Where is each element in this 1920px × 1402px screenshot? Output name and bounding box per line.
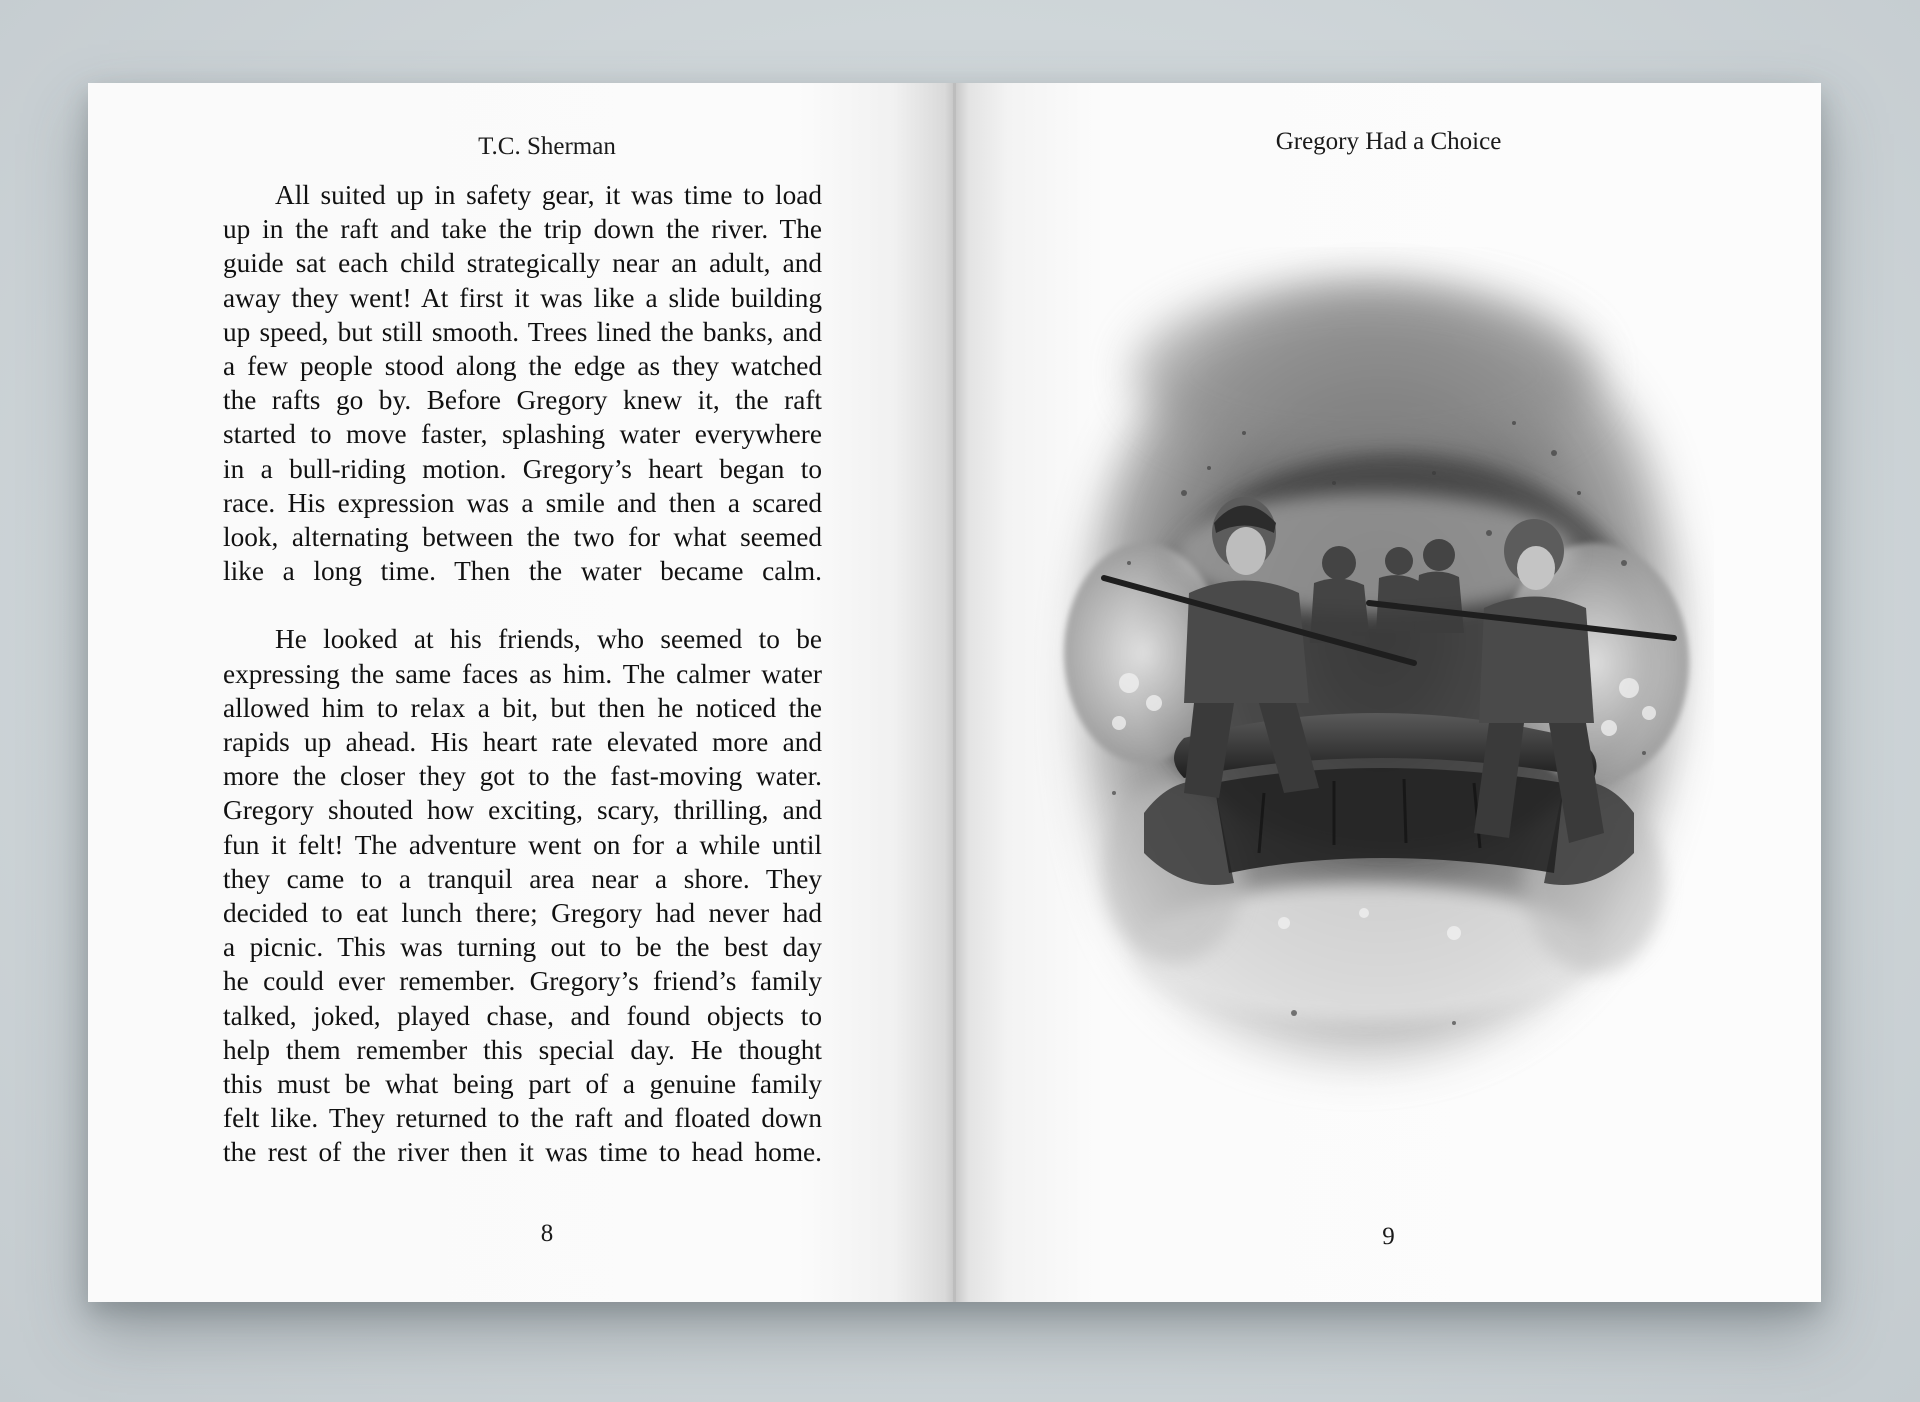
text-line: the rafts go by. Before Gregory knew it, the raft xyxy=(223,385,822,416)
text-line: help them remember this special day. He thought xyxy=(223,1034,822,1065)
text-line: felt like. They returned to the raft and floated down xyxy=(223,1103,822,1134)
background-rafters xyxy=(1310,539,1464,643)
text-line: Gregory shouted how exciting, scary, thrilling, and xyxy=(223,795,822,826)
text-line: talked, joked, played chase, and found objects to xyxy=(223,1000,822,1031)
text-line: up in the raft and take the trip down the river. The xyxy=(223,214,822,245)
text-line: like a long time. Then the water became calm. xyxy=(223,556,822,587)
running-head-author: T.C. Sherman xyxy=(478,133,616,160)
text-line: allowed him to relax a bit, but then he noticed the xyxy=(223,692,822,723)
text-line: this must be what being part of a genuine family xyxy=(223,1068,822,1099)
text-line: in a bull-riding motion. Gregory’s heart began to xyxy=(223,453,822,484)
right-page xyxy=(956,83,1821,1302)
text-line: All suited up in safety gear, it was time to load xyxy=(275,180,822,210)
text-line: a picnic. This was turning out to be the best day xyxy=(223,932,822,963)
page-number-left: 8 xyxy=(540,1220,554,1247)
text-line: started to move faster, splashing water everywhere xyxy=(223,419,822,450)
text-line: He looked at his friends, who seemed to be xyxy=(275,624,822,655)
text-line: a few people stood along the edge as they watched xyxy=(223,350,822,381)
text-line: he could ever remember. Gregory’s friend’s family xyxy=(223,966,822,997)
text-line: guide sat each child strategically near an adult, and xyxy=(223,248,822,279)
left-page xyxy=(88,83,954,1302)
paragraph-gap xyxy=(223,588,822,622)
open-book xyxy=(88,83,1821,1302)
rafting-illustration xyxy=(1034,233,1714,1133)
text-line: rapids up ahead. His heart rate elevated more and xyxy=(223,727,822,757)
text-line: look, alternating between the two for what seemed xyxy=(223,521,822,552)
text-line: expressing the same faces as him. The calmer water xyxy=(223,658,822,689)
text-line: decided to eat lunch there; Gregory had never had xyxy=(223,897,822,928)
text-line: race. His expression was a smile and then a scared xyxy=(223,487,822,518)
body-text xyxy=(223,178,822,1169)
text-line: they came to a tranquil area near a shore. They xyxy=(223,863,822,894)
running-head-title: Gregory Had a Choice xyxy=(1275,128,1502,155)
text-line: the rest of the river then it was time to head home. xyxy=(223,1137,822,1168)
page-number-right: 9 xyxy=(1382,1223,1395,1250)
text-line: fun it felt! The adventure went on for a while until xyxy=(223,829,822,860)
text-line: away they went! At first it was like a slide building xyxy=(223,282,822,313)
text-line: more the closer they got to the fast-moving water. xyxy=(223,761,822,792)
text-line: up speed, but still smooth. Trees lined the banks, and xyxy=(223,316,822,347)
